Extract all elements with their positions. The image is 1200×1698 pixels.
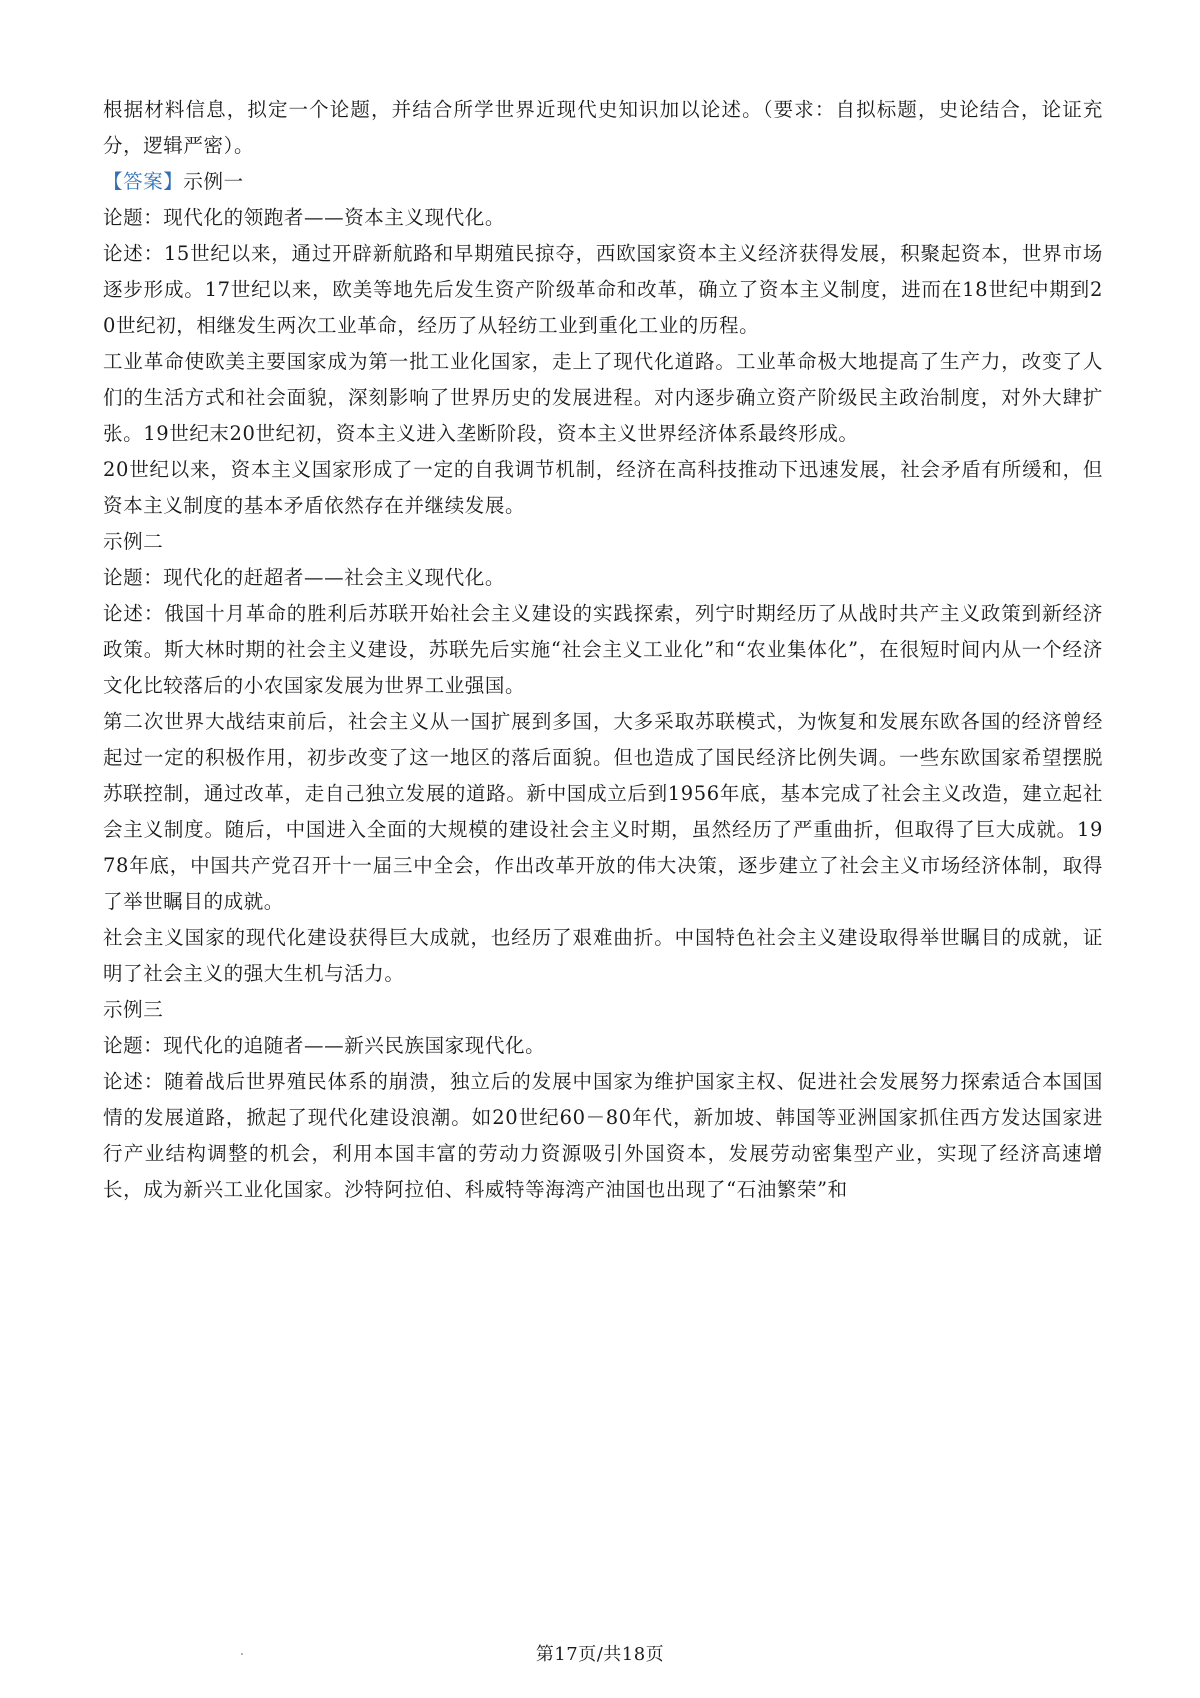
- example-topic: 论题：现代化的追随者——新兴民族国家现代化。: [103, 1034, 546, 1057]
- example-topic: 论题：现代化的领跑者——资本主义现代化。: [103, 206, 506, 229]
- example-heading: 示例三: [103, 998, 164, 1021]
- example-paragraph: 工业革命使欧美主要国家成为第一批工业化国家，走上了现代化道路。工业革命极大地提高了生产力，改变了人们的生活方式和社会面貌，深刻影响了世界历史的发展进程。对内逐步确立资产阶级民主政治制度，对外大肆扩张。19世纪末20世纪初，资本主义进入垄断阶段，资本主义世界经济体系最终形成。: [103, 350, 1103, 445]
- page-content: [103, 92, 1103, 1208]
- example-paragraph: 20世纪以来，资本主义国家形成了一定的自我调节机制，经济在高科技推动下迅速发展，社会矛盾有所缓和，但资本主义制度的基本矛盾依然存在并继续发展。: [103, 458, 1103, 517]
- example-heading: 示例一: [183, 170, 244, 193]
- example-heading: 示例二: [103, 530, 164, 553]
- example-paragraph: 第二次世界大战结束前后，社会主义从一国扩展到多国，大多采取苏联模式，为恢复和发展东欧各国的经济曾经起过一定的积极作用，初步改变了这一地区的落后面貌。但也造成了国民经济比例失调。一些东欧国家希望摆脱苏联控制，通过改革，走自己独立发展的道路。新中国成立后到1956年底，基本完成了社会主义改造，建立起社会主义制度。随后，中国进入全面的大规模的建设社会主义时期，虽然经历了严重曲折，但取得了巨大成就。1978年底，中国共产党召开十一届三中全会，作出改革开放的伟大决策，逐步建立了社会主义市场经济体制，取得了举世瞩目的成就。: [103, 710, 1103, 913]
- answer-tag: 【答案】: [103, 170, 184, 193]
- example-paragraph: 论述：15世纪以来，通过开辟新航路和早期殖民掠夺，西欧国家资本主义经济获得发展，积聚起资本，世界市场逐步形成。17世纪以来，欧美等地先后发生资产阶级革命和改革，确立了资本主义制度，进而在18世纪中期到20世纪初，相继发生两次工业革命，经历了从轻纺工业到重化工业的历程。: [103, 242, 1103, 337]
- answer-line: [103, 164, 1103, 200]
- example-paragraph: 论述：随着战后世界殖民体系的崩溃，独立后的发展中国家为维护国家主权、促进社会发展努力探索适合本国国情的发展道路，掀起了现代化建设浪潮。如20世纪60－80年代，新加坡、韩国等亚洲国家抓住西方发达国家进行产业结构调整的机会，利用本国丰富的劳动力资源吸引外国资本，发展劳动密集型产业，实现了经济高速增长，成为新兴工业化国家。沙特阿拉伯、科威特等海湾产油国也出现了“石油繁荣”和: [103, 1070, 1103, 1201]
- page-footer: 第17页/共18页: [535, 1644, 665, 1665]
- question-prompt: 根据材料信息，拟定一个论题，并结合所学世界近现代史知识加以论述。（要求：自拟标题，史论结合，论证充分，逻辑严密）。: [103, 98, 1103, 157]
- example-paragraph: 论述：俄国十月革命的胜利后苏联开始社会主义建设的实践探索，列宁时期经历了从战时共产主义政策到新经济政策。斯大林时期的社会主义建设，苏联先后实施“社会主义工业化”和“农业集体化”，在很短时间内从一个经济文化比较落后的小农国家发展为世界工业强国。: [103, 602, 1103, 697]
- example-paragraph: 社会主义国家的现代化建设获得巨大成就，也经历了艰难曲折。中国特色社会主义建设取得举世瞩目的成就，证明了社会主义的强大生机与活力。: [103, 926, 1103, 985]
- example-topic: 论题：现代化的赶超者——社会主义现代化。: [103, 566, 506, 589]
